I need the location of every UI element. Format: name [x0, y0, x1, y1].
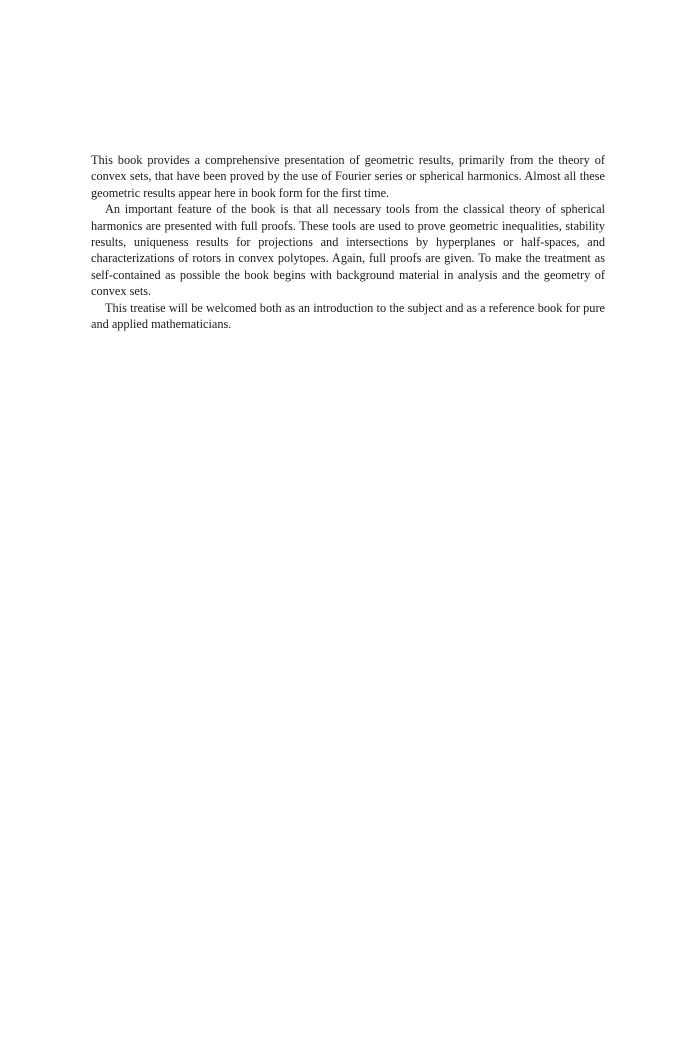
paragraph-features: An important feature of the book is that all necessary tools from the classical theory of spherical harmonics are presented with full proofs. These tools are used to prove geometric inequalities, stability results, uniqueness results for projections and intersections by hyperplanes or half-spaces, and characterizations of rotors in convex polytopes. Again, full proofs are given. To make the treatment as self-contained as possible the book begins with background material in analysis and the geometry of convex sets. — [91, 202, 605, 299]
paragraph-audience: This treatise will be welcomed both as an introduction to the subject and as a reference book for pure and applied mathematicians. — [91, 300, 605, 332]
paragraph-intro: This book provides a comprehensive presentation of geometric results, primarily from the theory of convex sets, that have been proved by the use of Fourier series or spherical harmonics. Almost all these geometric results appear here in book form for the first time. — [91, 153, 605, 200]
blurb-text — [91, 152, 605, 332]
